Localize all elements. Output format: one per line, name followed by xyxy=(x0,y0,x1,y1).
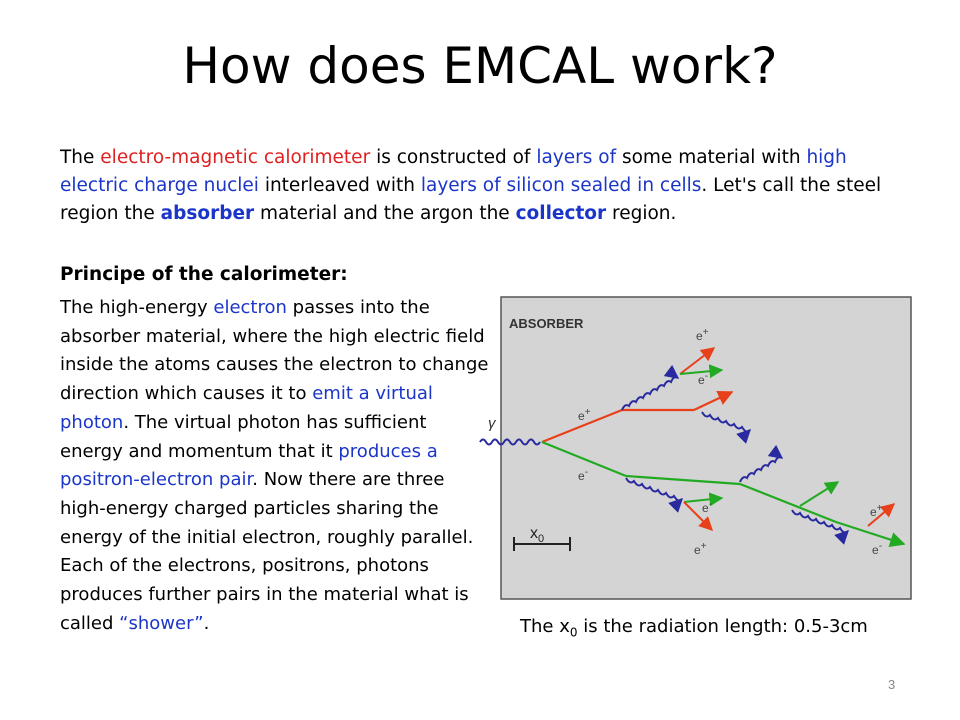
slide-title: How does EMCAL work? xyxy=(182,37,778,95)
intro-text: material and the argon the xyxy=(254,203,516,224)
shower-diagram xyxy=(488,296,912,607)
gamma-label: γ xyxy=(488,415,496,432)
positron-label: e+ xyxy=(870,503,883,519)
intro-text: . Let's call the steel region the xyxy=(60,175,882,224)
principle-text: passes into the absorber material, where the high electric field inside the atoms causes the electron to change direction which causes it to xyxy=(60,297,489,405)
principle-paragraph xyxy=(60,294,490,638)
page-number: 3 xyxy=(888,677,896,692)
caption-text: is the radiation length: 0.5-3cm xyxy=(577,616,868,637)
principle-highlight: “shower” xyxy=(119,612,204,634)
electron-label: e- xyxy=(578,467,589,483)
figure-caption xyxy=(520,616,868,640)
principle-highlight: electron xyxy=(213,297,287,318)
intro-highlight: electro-magnetic calorimeter xyxy=(100,147,371,168)
intro-text: interleaved with xyxy=(258,175,421,196)
positron-label: e+ xyxy=(694,541,707,557)
absorber-label: ABSORBER xyxy=(509,316,584,331)
principle-text: The high-energy xyxy=(60,297,214,318)
principle-highlight: emit a virtual photon xyxy=(60,383,433,433)
principle-text: . xyxy=(203,612,210,634)
electron-label: e- xyxy=(702,499,713,515)
intro-highlight: high electric charge nuclei xyxy=(60,147,847,196)
intro-text: The xyxy=(60,147,101,168)
positron-label: e+ xyxy=(578,407,591,423)
caption-subscript: 0 xyxy=(569,625,578,640)
positron-label: e+ xyxy=(696,327,709,343)
intro-highlight: layers of silicon sealed in cells xyxy=(420,175,702,196)
intro-paragraph xyxy=(60,144,910,228)
electron-label: e- xyxy=(698,371,709,387)
principle-text: . The virtual photon has sufficient energy and momentum that it xyxy=(60,411,427,462)
absorber-box xyxy=(501,297,911,599)
principle-highlight: produces a positron-electron pair xyxy=(60,440,438,491)
intro-text: is constructed of xyxy=(370,147,537,168)
intro-text: region. xyxy=(606,203,677,224)
principle-heading: Principe of the calorimeter: xyxy=(60,264,348,285)
principle-text: . Now there are three high-energy charged particles sharing the energy of the initial electron, roughly parallel. Each of the electrons, positrons, photons produces further pairs in the material what is called xyxy=(60,469,474,634)
intro-absorber-term: absorber xyxy=(160,203,255,224)
intro-highlight: layers of xyxy=(536,147,617,168)
intro-collector-term: collector xyxy=(515,203,607,224)
caption-text: The x xyxy=(520,616,570,637)
x0-label: $x_0$ xyxy=(530,525,545,545)
intro-text: some material with xyxy=(616,147,807,168)
electron-label: e- xyxy=(872,541,883,557)
